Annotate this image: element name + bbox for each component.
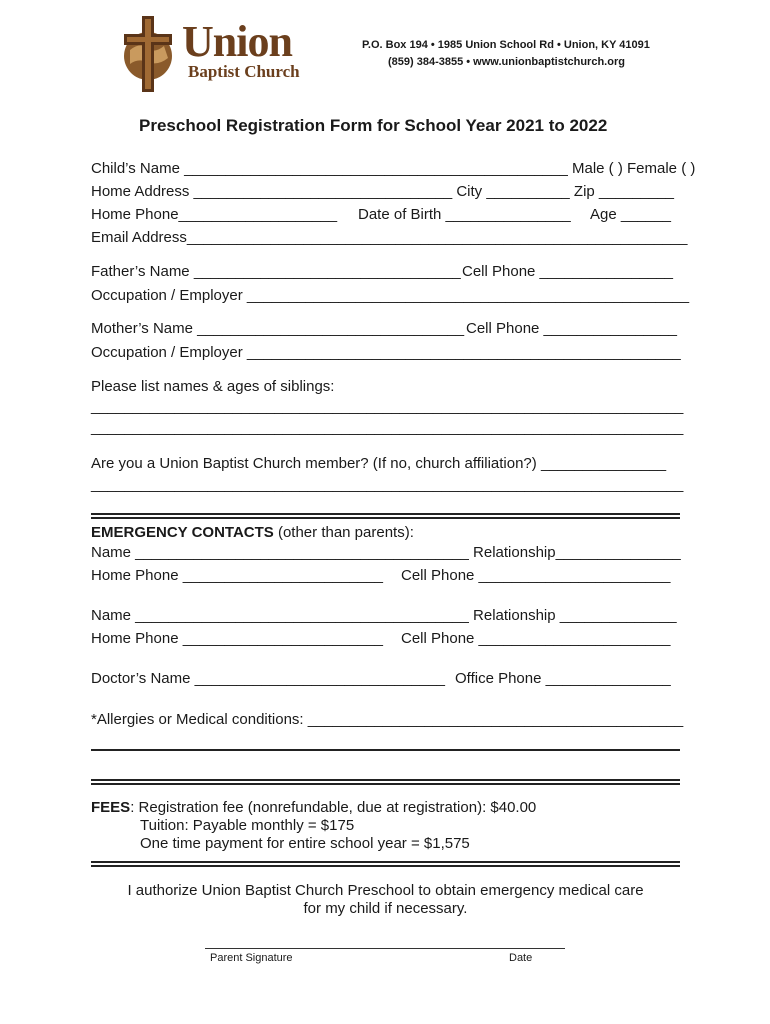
- siblings-prompt: Please list names & ages of siblings:: [91, 378, 335, 395]
- email-field[interactable]: Email Address____________________________________________________________: [91, 229, 688, 246]
- home-address-field[interactable]: Home Address _______________________________ City __________ Zip _________: [91, 183, 675, 200]
- mothers-name-field[interactable]: Mother’s Name ________________________________: [91, 320, 465, 337]
- father-cell-field[interactable]: Cell Phone ________________: [462, 263, 674, 280]
- fathers-name-field[interactable]: Father’s Name ________________________________: [91, 263, 461, 280]
- parent-signature-label: Parent Signature: [210, 952, 293, 964]
- authorization-line-2: for my child if necessary.: [303, 900, 468, 917]
- mother-occupation-field[interactable]: Occupation / Employer ____________________________________________________: [91, 344, 681, 361]
- contact-line: (859) 384-3855 • www.unionbaptistchurch.org: [388, 56, 625, 68]
- mother-cell-field[interactable]: Cell Phone ________________: [466, 320, 678, 337]
- section-divider: [91, 779, 680, 785]
- emergency-home-phone-1-field[interactable]: Home Phone ________________________: [91, 567, 383, 584]
- fees-registration: [91, 799, 536, 816]
- age-field[interactable]: Age ______: [590, 206, 671, 223]
- authorization-line-1: I authorize Union Baptist Church Preschool to obtain emergency medical care: [127, 882, 644, 899]
- emergency-heading-label: EMERGENCY CONTACTS: [91, 524, 274, 541]
- doctors-name-field[interactable]: Doctor’s Name ______________________________: [91, 670, 445, 687]
- logo-subtitle: Baptist Church: [188, 62, 300, 81]
- emergency-name-1-field[interactable]: Name ________________________________________ Relationship_______________: [91, 544, 681, 561]
- member-question-field[interactable]: Are you a Union Baptist Church member? (If no, church affiliation?) _______________: [91, 455, 667, 472]
- address-line: P.O. Box 194 • 1985 Union School Rd • Union, KY 41091: [362, 39, 650, 51]
- date-label: Date: [509, 952, 533, 964]
- emergency-home-phone-2-field[interactable]: Home Phone ________________________: [91, 630, 383, 647]
- fees-one-time: One time payment for entire school year = $1,575: [140, 835, 470, 852]
- siblings-line[interactable]: _______________________________________________________________________: [91, 398, 684, 415]
- form-title: Preschool Registration Form for School Year 2021 to 2022: [139, 116, 608, 135]
- office-phone-field[interactable]: Office Phone _______________: [455, 670, 671, 687]
- section-divider: [91, 513, 680, 519]
- signature-line[interactable]: [205, 948, 565, 949]
- fees-tuition: Tuition: Payable monthly = $175: [140, 817, 355, 834]
- date-of-birth-field[interactable]: Date of Birth _______________: [358, 206, 571, 223]
- allergies-field[interactable]: *Allergies or Medical conditions: _____________________________________________: [91, 711, 684, 728]
- church-logo: [118, 14, 318, 94]
- childs-name-field[interactable]: Child’s Name ______________________________________________ Male ( ) Female ( ): [91, 160, 696, 177]
- siblings-line[interactable]: _______________________________________________________________________: [91, 419, 684, 436]
- emergency-cell-phone-1-field[interactable]: Cell Phone _______________________: [401, 567, 671, 584]
- emergency-heading: [91, 524, 414, 541]
- emergency-note: (other than parents):: [273, 524, 414, 541]
- home-phone-field[interactable]: Home Phone___________________: [91, 206, 338, 223]
- fees-label: FEES: [91, 799, 131, 816]
- father-occupation-field[interactable]: Occupation / Employer _____________________________________________________: [91, 287, 690, 304]
- emergency-cell-phone-2-field[interactable]: Cell Phone _______________________: [401, 630, 671, 647]
- section-divider: [91, 861, 680, 867]
- cross-globe-icon: [118, 14, 178, 94]
- allergies-line: [91, 749, 680, 751]
- affiliation-line[interactable]: _______________________________________________________________________: [91, 476, 684, 493]
- logo-wordmark: Union: [182, 17, 292, 66]
- fees-registration-text: : Registration fee (nonrefundable, due at registration): $40.00: [130, 799, 537, 816]
- emergency-name-2-field[interactable]: Name ________________________________________ Relationship ______________: [91, 607, 677, 624]
